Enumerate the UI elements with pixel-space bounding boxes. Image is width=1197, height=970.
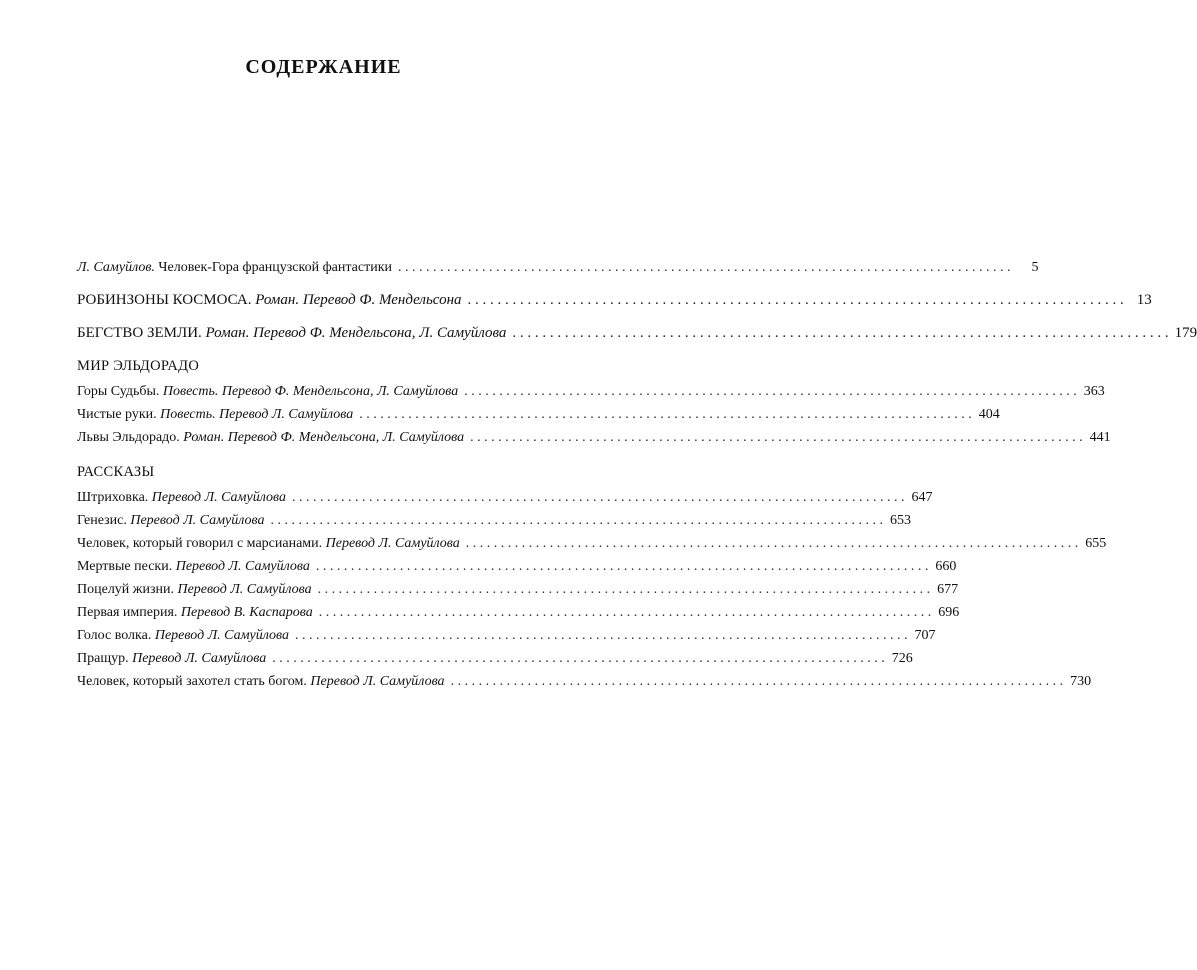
dot-leader <box>470 426 1083 449</box>
entry-note: Перевод Л. Самуйлова <box>130 513 265 528</box>
entry-title: Человек-Гора французской фантастики <box>158 260 392 275</box>
entry-title: Поцелуй жизни. <box>77 582 174 597</box>
entry-note: Перевод В. Каспарова <box>180 605 313 620</box>
section-heading-eldorado: МИР ЭЛЬДОРАДО <box>77 358 200 374</box>
toc-entry <box>77 647 913 670</box>
entry-title: Львы Эльдорадо. <box>77 430 180 445</box>
entry-title: Человек, который говорил с марсианами. <box>77 536 323 551</box>
entry-note: Роман. Перевод Ф. Мендельсона, Л. Самуйлова <box>205 325 507 341</box>
entry-page: 730 <box>1070 674 1092 689</box>
entry-author: Л. Самуйлов. <box>77 260 155 275</box>
toc-entry <box>77 578 959 601</box>
dot-leader <box>398 256 1011 279</box>
entry-page: 707 <box>914 628 936 643</box>
entry-page: 696 <box>938 605 960 620</box>
entry-note: Перевод Л. Самуйлова <box>325 536 460 551</box>
entry-page: 363 <box>1083 384 1105 399</box>
toc-entry <box>77 426 1111 449</box>
toc-entry <box>77 624 936 647</box>
toc-entry <box>77 403 1000 426</box>
entry-title: Чистые руки. <box>77 407 157 422</box>
entry-title: РОБИНЗОНЫ КОСМОСА. <box>77 292 252 308</box>
entry-page: 653 <box>890 513 912 528</box>
toc-entry <box>77 509 912 532</box>
entry-page: 726 <box>891 651 913 666</box>
dot-leader <box>359 403 972 426</box>
entry-title: Голос волка. <box>77 628 152 643</box>
entry-note: Перевод Л. Самуйлова <box>132 651 267 666</box>
toc-entry-flight-of-earth <box>77 322 1197 345</box>
dot-leader <box>318 578 931 601</box>
dot-leader <box>468 289 1124 312</box>
entry-page: 13 <box>1136 292 1152 308</box>
entry-title: БЕГСТВО ЗЕМЛИ. <box>77 325 202 341</box>
entry-page: 660 <box>935 559 957 574</box>
entry-page: 647 <box>911 490 933 505</box>
entry-page: 404 <box>978 407 1000 422</box>
dot-leader <box>271 509 884 532</box>
toc-entry <box>77 670 1092 693</box>
entry-note: Повесть. Перевод Ф. Мендельсона, Л. Самуйлова <box>162 384 459 399</box>
entry-page: 441 <box>1089 430 1111 445</box>
entry-note: Роман. Перевод Ф. Мендельсона, Л. Самуйлова <box>183 430 465 445</box>
toc-entry <box>77 380 1105 403</box>
entry-page: 677 <box>937 582 959 597</box>
entry-note: Повесть. Перевод Л. Самуйлова <box>160 407 354 422</box>
toc-entry-intro <box>77 256 1039 279</box>
entry-note: Перевод Л. Самуйлова <box>175 559 310 574</box>
entry-note: Перевод Л. Самуйлова <box>177 582 312 597</box>
dot-leader <box>464 380 1077 403</box>
entry-note: Перевод Л. Самуйлова <box>151 490 286 505</box>
dot-leader <box>319 601 932 624</box>
entry-title: Пращур. <box>77 651 129 666</box>
toc-entry <box>77 601 960 624</box>
page-title: СОДЕРЖАНИЕ <box>245 56 402 78</box>
entry-title: Генезис. <box>77 513 127 528</box>
entry-title: Мертвые пески. <box>77 559 173 574</box>
entry-title: Штриховка. <box>77 490 149 505</box>
dot-leader <box>466 532 1079 555</box>
entry-title: Человек, который захотел стать богом. <box>77 674 307 689</box>
entry-title: Горы Судьбы. <box>77 384 160 399</box>
entry-note: Роман. Перевод Ф. Мендельсона <box>255 292 462 308</box>
entry-page: 5 <box>1031 260 1039 275</box>
toc-entry <box>77 532 1107 555</box>
entry-page: 655 <box>1085 536 1107 551</box>
entry-page: 179 <box>1174 325 1197 341</box>
dot-leader <box>316 555 929 578</box>
entry-note: Перевод Л. Самуйлова <box>310 674 445 689</box>
dot-leader <box>512 322 1168 345</box>
dot-leader <box>451 670 1064 693</box>
toc-entry <box>77 486 933 509</box>
dot-leader <box>295 624 908 647</box>
dot-leader <box>272 647 885 670</box>
table-of-contents <box>77 256 1197 693</box>
entry-note: Перевод Л. Самуйлова <box>154 628 290 643</box>
toc-entry <box>77 555 957 578</box>
section-heading-stories: РАССКАЗЫ <box>77 464 155 480</box>
toc-entry-robinsons <box>77 289 1152 312</box>
entry-title: Первая империя. <box>77 605 178 620</box>
dot-leader <box>292 486 905 509</box>
